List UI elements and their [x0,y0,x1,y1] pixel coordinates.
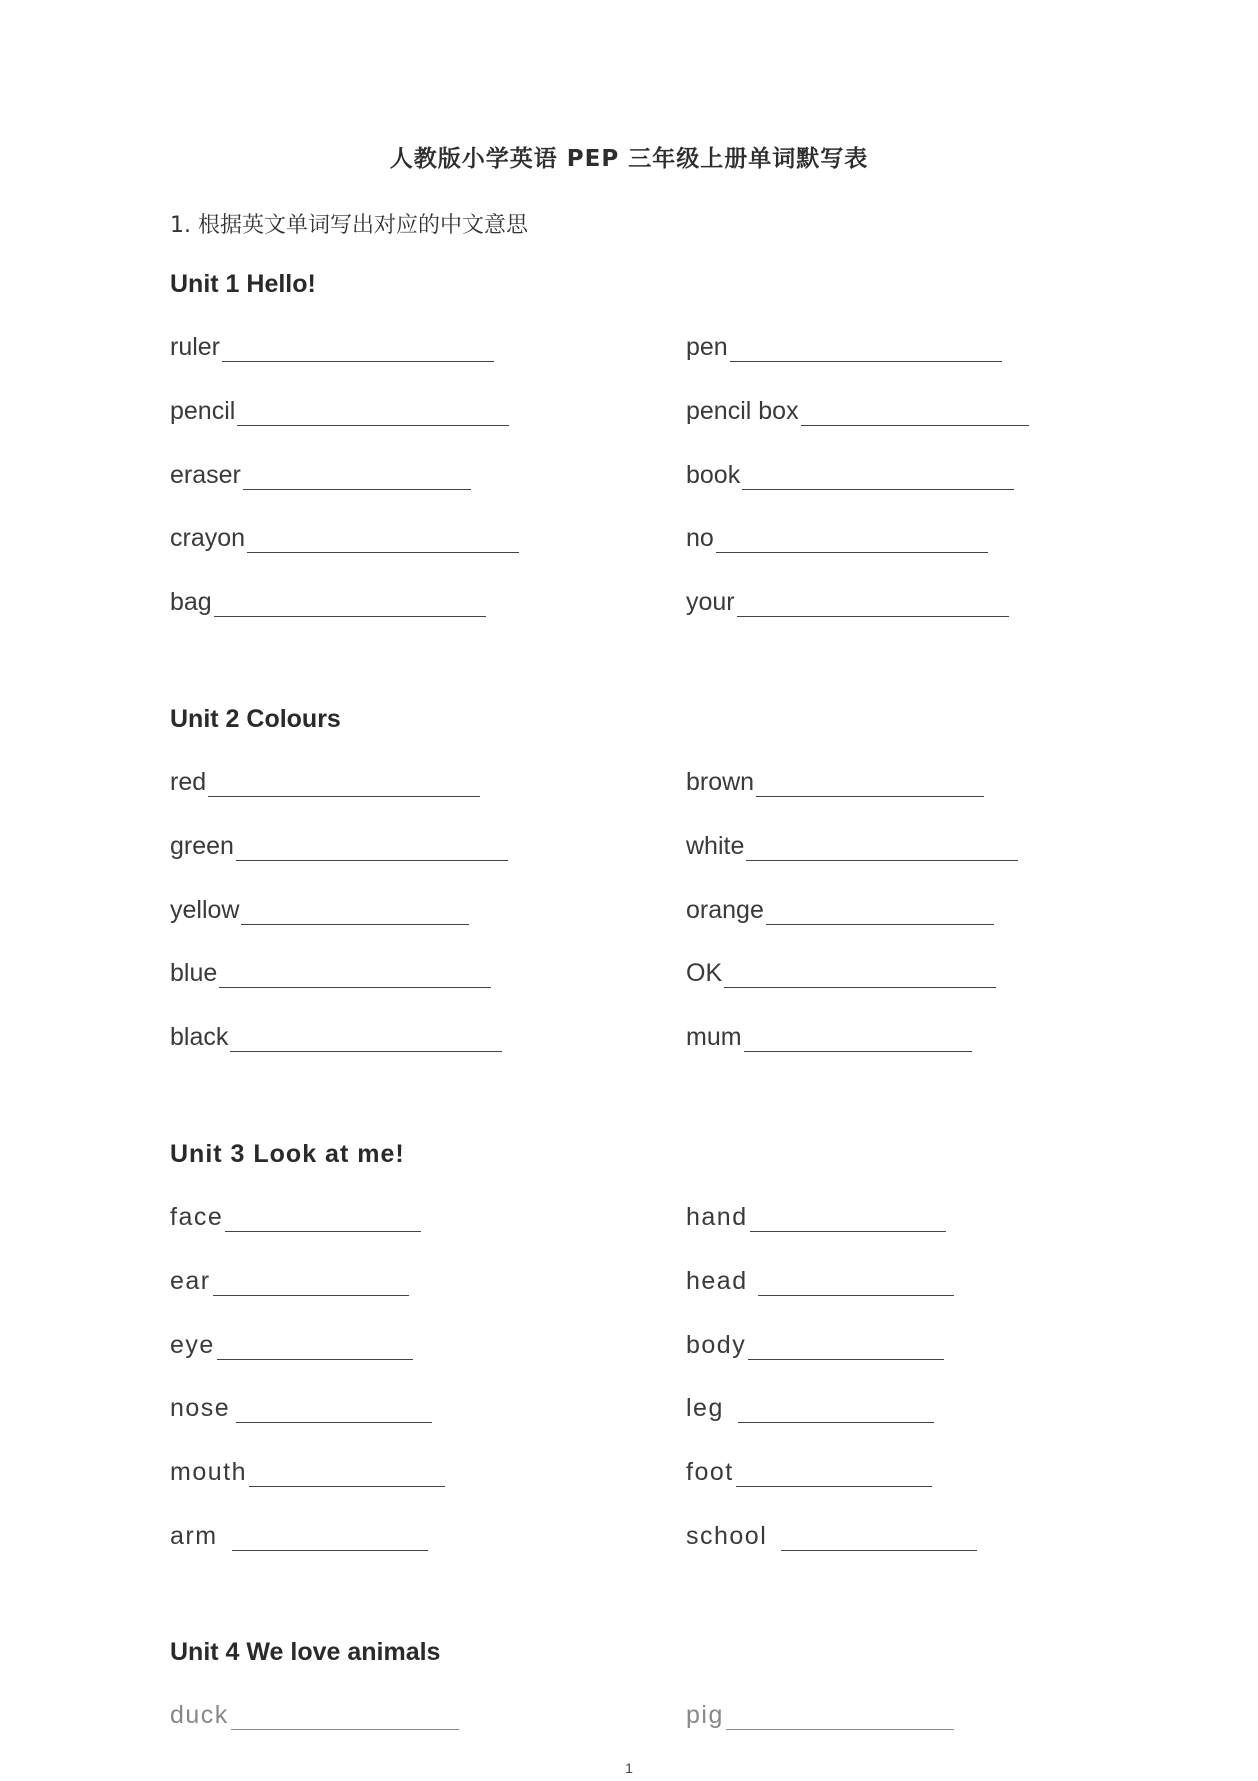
answer-blank[interactable] [748,1335,944,1360]
answer-blank[interactable] [241,900,469,925]
word-label: white [686,832,745,860]
answer-blank[interactable] [217,1335,413,1360]
answer-blank[interactable] [742,465,1014,490]
answer-blank[interactable] [756,772,984,797]
answer-blank[interactable] [214,592,486,617]
word-item [686,1330,944,1360]
answer-blank[interactable] [237,401,509,426]
answer-blank[interactable] [801,401,1029,426]
word-row [0,523,1258,563]
answer-blank[interactable] [247,528,519,553]
word-row [0,895,1258,935]
word-item [170,895,469,925]
answer-blank[interactable] [724,963,996,988]
word-item [170,460,471,490]
word-row [0,958,1258,998]
word-item [170,958,491,988]
word-item [686,1521,977,1551]
word-item [686,523,988,553]
answer-blank[interactable] [225,1207,421,1232]
word-label: pen [686,333,728,361]
word-item [686,587,1009,617]
word-label: orange [686,896,764,924]
word-label: no [686,524,714,552]
word-label: mum [686,1023,742,1051]
unit-2-heading: Unit 2 Colours [170,705,341,733]
word-row [0,1202,1258,1242]
word-label: yellow [170,896,240,924]
word-label: mouth [170,1458,247,1486]
answer-blank[interactable] [236,1398,432,1423]
word-item [686,1266,954,1296]
word-row [0,1266,1258,1306]
word-label: green [170,832,234,860]
word-item [170,1330,413,1360]
word-label: duck [170,1701,229,1729]
answer-blank[interactable] [750,1207,946,1232]
word-item [686,1700,954,1730]
word-item [170,1521,428,1551]
answer-blank[interactable] [231,1705,459,1730]
word-label: black [170,1023,229,1051]
word-row [0,460,1258,500]
word-label: pencil box [686,397,799,425]
page-title: 人教版小学英语 PEP 三年级上册单词默写表 [389,146,869,172]
answer-blank[interactable] [744,1027,972,1052]
instruction: 1. 根据英文单词写出对应的中文意思 [170,213,528,238]
answer-blank[interactable] [716,528,988,553]
word-label: leg [686,1394,724,1422]
word-label: nose [170,1394,231,1422]
word-label: bag [170,588,212,616]
answer-blank[interactable] [243,465,471,490]
word-item [686,1202,946,1232]
word-row [0,1521,1258,1561]
word-label: foot [686,1458,734,1486]
page-number: 1 [625,1760,633,1776]
word-label: eye [170,1331,215,1359]
word-row [0,831,1258,871]
answer-blank[interactable] [738,1398,934,1423]
word-item [170,523,519,553]
word-row [0,1330,1258,1370]
word-item [170,1022,502,1052]
unit-1-heading: Unit 1 Hello! [170,270,316,298]
answer-blank[interactable] [726,1705,954,1730]
word-row [0,332,1258,372]
answer-blank[interactable] [781,1526,977,1551]
word-label: OK [686,959,723,987]
word-label: crayon [170,524,246,552]
word-label: blue [170,959,218,987]
word-label: ear [170,1267,211,1295]
word-label: hand [686,1203,748,1231]
word-item [686,1022,972,1052]
word-item [686,1393,934,1423]
answer-blank[interactable] [236,836,508,861]
answer-blank[interactable] [222,337,494,362]
answer-blank[interactable] [746,836,1018,861]
word-item [686,895,994,925]
word-label: red [170,768,207,796]
word-row [0,1457,1258,1497]
word-item [170,1393,432,1423]
answer-blank[interactable] [249,1462,445,1487]
word-label: your [686,588,735,616]
word-item [170,332,494,362]
unit-3-heading: Unit 3 Look at me! [170,1140,405,1168]
word-item [170,1202,421,1232]
word-label: pig [686,1701,724,1729]
word-item [686,831,1018,861]
word-label: book [686,461,741,489]
word-item [170,1266,409,1296]
word-row [0,1393,1258,1433]
answer-blank[interactable] [758,1271,954,1296]
answer-blank[interactable] [208,772,480,797]
word-label: school [686,1522,768,1550]
word-label: body [686,1331,747,1359]
word-item [170,396,509,426]
word-item [686,1457,932,1487]
word-row [0,1022,1258,1062]
word-row [0,767,1258,807]
answer-blank[interactable] [232,1526,428,1551]
word-item [686,396,1029,426]
word-row [0,396,1258,436]
answer-blank[interactable] [219,963,491,988]
word-label: brown [686,768,755,796]
word-item [170,587,486,617]
word-label: arm [170,1522,218,1550]
word-item [170,767,480,797]
answer-blank[interactable] [230,1027,502,1052]
word-label: face [170,1203,224,1231]
word-item [170,1457,445,1487]
word-item [686,767,984,797]
answer-blank[interactable] [213,1271,409,1296]
word-row [0,1700,1258,1740]
word-row [0,587,1258,627]
word-label: ruler [170,333,221,361]
word-item [686,958,996,988]
word-item [686,332,1002,362]
word-label: eraser [170,461,241,489]
answer-blank[interactable] [730,337,1002,362]
word-item [170,831,508,861]
word-item [686,460,1014,490]
unit-4-heading: Unit 4 We love animals [170,1638,441,1666]
word-label: head [686,1267,748,1295]
answer-blank[interactable] [737,592,1009,617]
word-label: pencil [170,397,236,425]
answer-blank[interactable] [736,1462,932,1487]
answer-blank[interactable] [766,900,994,925]
word-item [170,1700,459,1730]
